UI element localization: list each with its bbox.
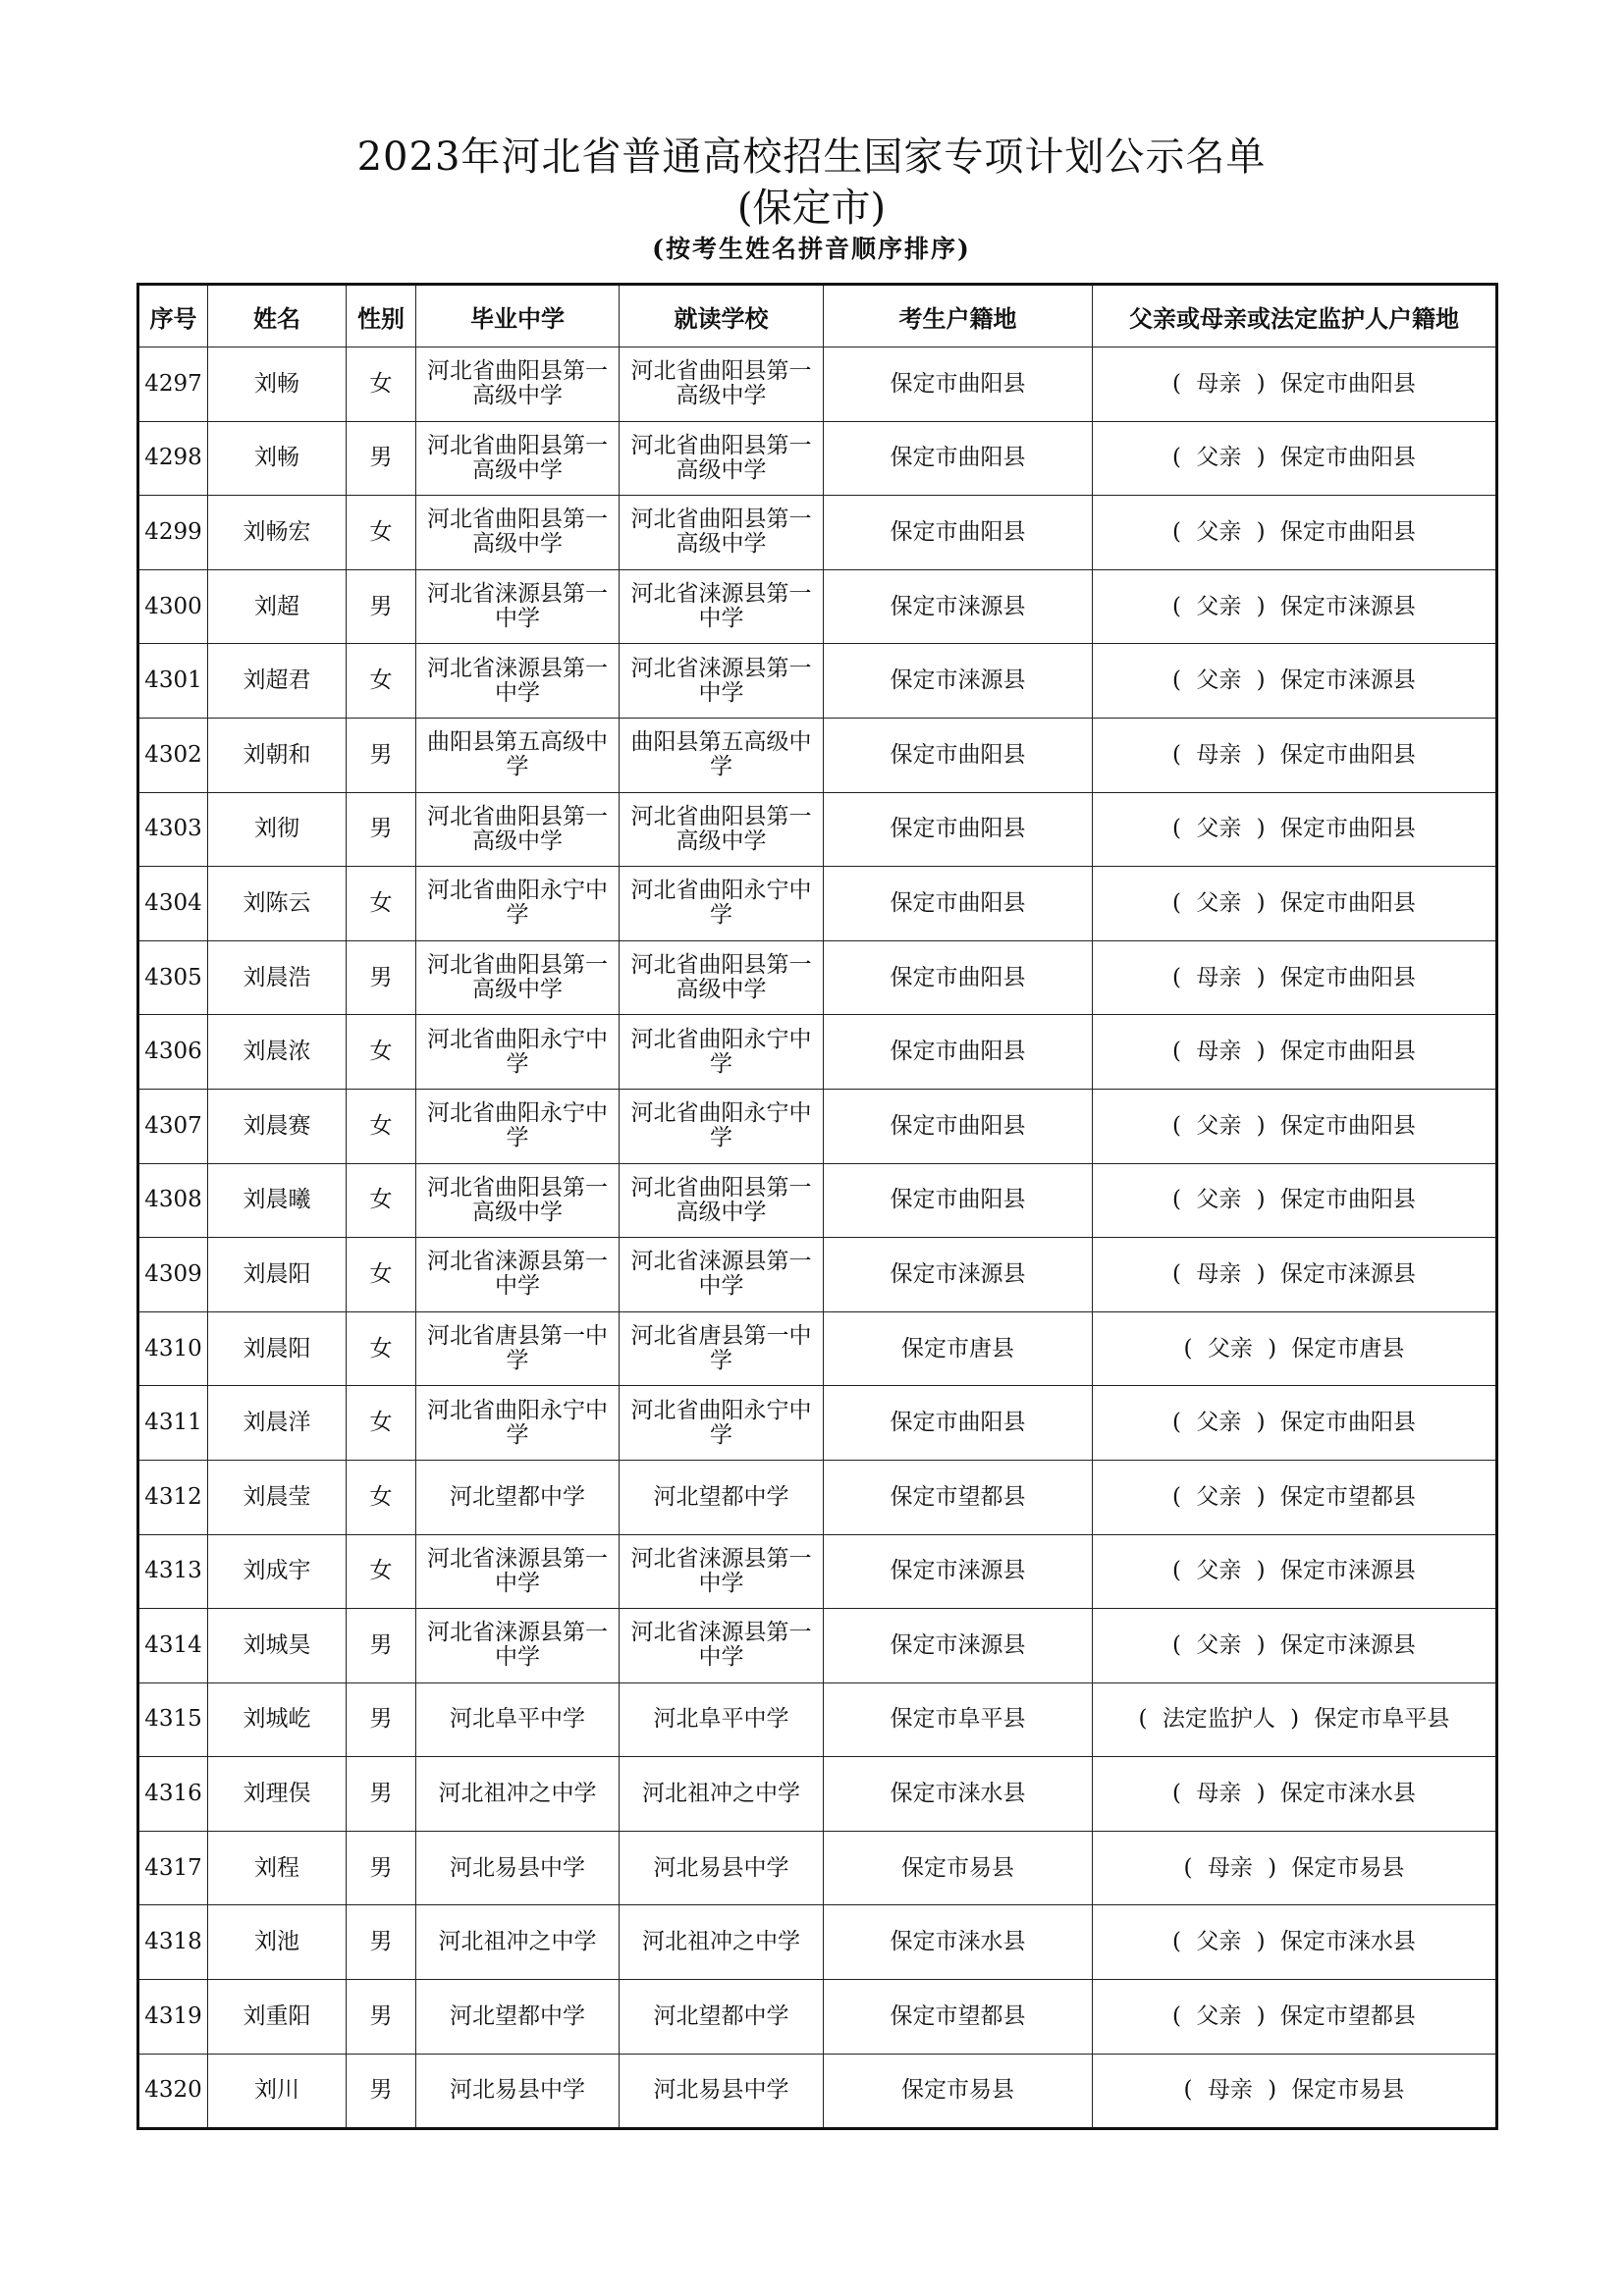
cell-current-school: 河北省曲阳县第一高级中学 <box>620 496 824 570</box>
cell-current-school: 河北省曲阳永宁中学 <box>620 1386 824 1461</box>
cell-residence: 保定市曲阳县 <box>824 1015 1093 1090</box>
cell-gender: 男 <box>347 718 416 792</box>
cell-name: 刘成宇 <box>208 1534 347 1609</box>
cell-residence: 保定市曲阳县 <box>824 792 1093 867</box>
cell-residence: 保定市涞源县 <box>824 1238 1093 1312</box>
cell-gender: 男 <box>347 940 416 1015</box>
cell-gender: 男 <box>347 2054 416 2129</box>
cell-seq: 4313 <box>138 1534 208 1609</box>
cell-guardian-residence: ( 父亲 ) 保定市涞源县 <box>1093 1609 1497 1683</box>
cell-current-school: 河北阜平中学 <box>620 1682 824 1757</box>
cell-grad-school: 河北祖冲之中学 <box>416 1905 620 1980</box>
cell-guardian-residence: ( 父亲 ) 保定市曲阳县 <box>1093 792 1497 867</box>
cell-current-school: 河北省涞源县第一中学 <box>620 1534 824 1609</box>
table-row <box>138 792 1497 867</box>
cell-seq: 4309 <box>138 1238 208 1312</box>
cell-current-school: 河北祖冲之中学 <box>620 1757 824 1832</box>
cell-grad-school: 河北省曲阳县第一高级中学 <box>416 347 620 422</box>
cell-guardian-residence: ( 父亲 ) 保定市唐县 <box>1093 1311 1497 1386</box>
cell-residence: 保定市望都县 <box>824 1460 1093 1534</box>
table-row <box>138 1015 1497 1090</box>
header-grad-school: 毕业中学 <box>416 285 620 347</box>
cell-residence: 保定市涞源县 <box>824 644 1093 719</box>
cell-current-school: 河北省曲阳县第一高级中学 <box>620 421 824 496</box>
cell-name: 刘彻 <box>208 792 347 867</box>
cell-gender: 女 <box>347 644 416 719</box>
cell-current-school: 河北祖冲之中学 <box>620 1905 824 1980</box>
cell-current-school: 河北省曲阳县第一高级中学 <box>620 940 824 1015</box>
table-row <box>138 940 1497 1015</box>
cell-name: 刘晨莹 <box>208 1460 347 1534</box>
cell-current-school: 河北省涞源县第一中学 <box>620 1238 824 1312</box>
cell-residence: 保定市涞源县 <box>824 569 1093 644</box>
cell-seq: 4307 <box>138 1089 208 1163</box>
table-row <box>138 496 1497 570</box>
cell-name: 刘超 <box>208 569 347 644</box>
cell-current-school: 河北省曲阳永宁中学 <box>620 1089 824 1163</box>
cell-seq: 4304 <box>138 867 208 941</box>
cell-residence: 保定市涞水县 <box>824 1905 1093 1980</box>
table-row <box>138 1831 1497 1905</box>
cell-current-school: 曲阳县第五高级中学 <box>620 718 824 792</box>
table-row <box>138 569 1497 644</box>
cell-residence: 保定市望都县 <box>824 1980 1093 2055</box>
sort-note: (按考生姓名拼音顺序排序) <box>652 235 971 263</box>
cell-residence: 保定市曲阳县 <box>824 867 1093 941</box>
table-row <box>138 1757 1497 1832</box>
cell-seq: 4316 <box>138 1757 208 1832</box>
header-guardian-residence: 父亲或母亲或法定监护人户籍地 <box>1093 285 1497 347</box>
table-row <box>138 867 1497 941</box>
table-row <box>138 1905 1497 1980</box>
cell-guardian-residence: ( 母亲 ) 保定市曲阳县 <box>1093 718 1497 792</box>
cell-gender: 男 <box>347 1682 416 1757</box>
cell-gender: 女 <box>347 1238 416 1312</box>
cell-seq: 4318 <box>138 1905 208 1980</box>
cell-residence: 保定市曲阳县 <box>824 496 1093 570</box>
cell-grad-school: 河北省曲阳县第一高级中学 <box>416 792 620 867</box>
cell-guardian-residence: ( 父亲 ) 保定市望都县 <box>1093 1980 1497 2055</box>
cell-grad-school: 河北省涞源县第一中学 <box>416 1534 620 1609</box>
cell-gender: 男 <box>347 792 416 867</box>
cell-guardian-residence: ( 父亲 ) 保定市涞水县 <box>1093 1905 1497 1980</box>
cell-guardian-residence: ( 法定监护人 ) 保定市阜平县 <box>1093 1682 1497 1757</box>
cell-name: 刘畅宏 <box>208 496 347 570</box>
cell-seq: 4310 <box>138 1311 208 1386</box>
cell-name: 刘川 <box>208 2054 347 2129</box>
cell-seq: 4298 <box>138 421 208 496</box>
cell-name: 刘池 <box>208 1905 347 1980</box>
page-title: 2023年河北省普通高校招生国家专项计划公示名单 <box>356 134 1267 180</box>
cell-grad-school: 河北省曲阳县第一高级中学 <box>416 421 620 496</box>
cell-gender: 女 <box>347 1015 416 1090</box>
cell-guardian-residence: ( 父亲 ) 保定市曲阳县 <box>1093 1089 1497 1163</box>
cell-grad-school: 河北易县中学 <box>416 1831 620 1905</box>
cell-name: 刘晨赛 <box>208 1089 347 1163</box>
cell-current-school: 河北省曲阳永宁中学 <box>620 867 824 941</box>
cell-seq: 4317 <box>138 1831 208 1905</box>
header-residence: 考生户籍地 <box>824 285 1093 347</box>
cell-guardian-residence: ( 母亲 ) 保定市曲阳县 <box>1093 347 1497 422</box>
header-current-school: 就读学校 <box>620 285 824 347</box>
table-row <box>138 1386 1497 1461</box>
cell-seq: 4315 <box>138 1682 208 1757</box>
cell-residence: 保定市曲阳县 <box>824 1089 1093 1163</box>
table-header-row <box>138 285 1497 347</box>
cell-seq: 4311 <box>138 1386 208 1461</box>
table-row <box>138 1238 1497 1312</box>
cell-grad-school: 河北祖冲之中学 <box>416 1757 620 1832</box>
cell-guardian-residence: ( 母亲 ) 保定市易县 <box>1093 2054 1497 2129</box>
cell-guardian-residence: ( 父亲 ) 保定市涞源县 <box>1093 1534 1497 1609</box>
cell-guardian-residence: ( 父亲 ) 保定市涞源县 <box>1093 644 1497 719</box>
student-roster-table <box>136 283 1498 2130</box>
cell-gender: 女 <box>347 496 416 570</box>
cell-current-school: 河北易县中学 <box>620 1831 824 1905</box>
cell-current-school: 河北望都中学 <box>620 1980 824 2055</box>
page-subtitle: (保定市) <box>736 186 887 231</box>
cell-seq: 4312 <box>138 1460 208 1534</box>
cell-residence: 保定市涞源县 <box>824 1534 1093 1609</box>
table-row <box>138 1460 1497 1534</box>
cell-grad-school: 河北阜平中学 <box>416 1682 620 1757</box>
cell-seq: 4306 <box>138 1015 208 1090</box>
cell-grad-school: 河北省涞源县第一中学 <box>416 1609 620 1683</box>
cell-name: 刘晨曦 <box>208 1163 347 1238</box>
cell-current-school: 河北省涞源县第一中学 <box>620 1609 824 1683</box>
header-name: 姓名 <box>208 285 347 347</box>
cell-residence: 保定市曲阳县 <box>824 718 1093 792</box>
cell-current-school: 河北省曲阳县第一高级中学 <box>620 1163 824 1238</box>
cell-current-school: 河北省曲阳县第一高级中学 <box>620 792 824 867</box>
table-row <box>138 1534 1497 1609</box>
cell-residence: 保定市阜平县 <box>824 1682 1093 1757</box>
cell-grad-school: 河北省曲阳县第一高级中学 <box>416 496 620 570</box>
cell-name: 刘朝和 <box>208 718 347 792</box>
cell-residence: 保定市涞水县 <box>824 1757 1093 1832</box>
cell-guardian-residence: ( 母亲 ) 保定市涞源县 <box>1093 1238 1497 1312</box>
cell-seq: 4314 <box>138 1609 208 1683</box>
cell-guardian-residence: ( 父亲 ) 保定市望都县 <box>1093 1460 1497 1534</box>
cell-seq: 4319 <box>138 1980 208 2055</box>
cell-grad-school: 河北省曲阳永宁中学 <box>416 1386 620 1461</box>
table-row <box>138 1609 1497 1683</box>
cell-residence: 保定市曲阳县 <box>824 347 1093 422</box>
table-row <box>138 2054 1497 2129</box>
cell-residence: 保定市曲阳县 <box>824 1386 1093 1461</box>
cell-name: 刘城屹 <box>208 1682 347 1757</box>
cell-seq: 4297 <box>138 347 208 422</box>
cell-name: 刘晨浓 <box>208 1015 347 1090</box>
cell-seq: 4303 <box>138 792 208 867</box>
cell-seq: 4300 <box>138 569 208 644</box>
cell-guardian-residence: ( 父亲 ) 保定市曲阳县 <box>1093 867 1497 941</box>
cell-name: 刘城昊 <box>208 1609 347 1683</box>
header-gender: 性别 <box>347 285 416 347</box>
cell-residence: 保定市易县 <box>824 1831 1093 1905</box>
cell-gender: 女 <box>347 1311 416 1386</box>
cell-gender: 女 <box>347 1534 416 1609</box>
table-row <box>138 1980 1497 2055</box>
table-row <box>138 1311 1497 1386</box>
cell-guardian-residence: ( 母亲 ) 保定市易县 <box>1093 1831 1497 1905</box>
cell-guardian-residence: ( 父亲 ) 保定市曲阳县 <box>1093 496 1497 570</box>
cell-seq: 4302 <box>138 718 208 792</box>
cell-name: 刘畅 <box>208 421 347 496</box>
cell-seq: 4308 <box>138 1163 208 1238</box>
cell-name: 刘陈云 <box>208 867 347 941</box>
cell-residence: 保定市曲阳县 <box>824 421 1093 496</box>
cell-gender: 男 <box>347 1757 416 1832</box>
cell-name: 刘晨阳 <box>208 1311 347 1386</box>
cell-gender: 女 <box>347 867 416 941</box>
cell-current-school: 河北省曲阳县第一高级中学 <box>620 347 824 422</box>
cell-gender: 男 <box>347 569 416 644</box>
cell-gender: 男 <box>347 1831 416 1905</box>
cell-gender: 女 <box>347 1386 416 1461</box>
table-row <box>138 1163 1497 1238</box>
cell-gender: 女 <box>347 1089 416 1163</box>
cell-gender: 女 <box>347 1460 416 1534</box>
cell-seq: 4301 <box>138 644 208 719</box>
cell-grad-school: 河北省涞源县第一中学 <box>416 569 620 644</box>
cell-guardian-residence: ( 父亲 ) 保定市涞源县 <box>1093 569 1497 644</box>
cell-grad-school: 河北省涞源县第一中学 <box>416 644 620 719</box>
cell-seq: 4320 <box>138 2054 208 2129</box>
cell-name: 刘重阳 <box>208 1980 347 2055</box>
cell-guardian-residence: ( 父亲 ) 保定市曲阳县 <box>1093 1386 1497 1461</box>
cell-grad-school: 河北省曲阳永宁中学 <box>416 867 620 941</box>
cell-gender: 男 <box>347 1905 416 1980</box>
cell-grad-school: 河北省唐县第一中学 <box>416 1311 620 1386</box>
cell-name: 刘晨洋 <box>208 1386 347 1461</box>
table-row <box>138 421 1497 496</box>
cell-name: 刘晨浩 <box>208 940 347 1015</box>
cell-gender: 男 <box>347 1609 416 1683</box>
cell-name: 刘畅 <box>208 347 347 422</box>
table-body <box>138 347 1497 2129</box>
cell-current-school: 河北省曲阳永宁中学 <box>620 1015 824 1090</box>
cell-current-school: 河北省唐县第一中学 <box>620 1311 824 1386</box>
cell-residence: 保定市曲阳县 <box>824 940 1093 1015</box>
table-row <box>138 347 1497 422</box>
cell-guardian-residence: ( 母亲 ) 保定市涞水县 <box>1093 1757 1497 1832</box>
cell-residence: 保定市曲阳县 <box>824 1163 1093 1238</box>
cell-current-school: 河北易县中学 <box>620 2054 824 2129</box>
table-row <box>138 1682 1497 1757</box>
cell-gender: 男 <box>347 1980 416 2055</box>
table-row <box>138 644 1497 719</box>
cell-guardian-residence: ( 母亲 ) 保定市曲阳县 <box>1093 940 1497 1015</box>
cell-current-school: 河北省涞源县第一中学 <box>620 569 824 644</box>
cell-name: 刘理俣 <box>208 1757 347 1832</box>
cell-grad-school: 河北易县中学 <box>416 2054 620 2129</box>
cell-name: 刘程 <box>208 1831 347 1905</box>
table-row <box>138 1089 1497 1163</box>
cell-gender: 男 <box>347 421 416 496</box>
cell-grad-school: 河北省涞源县第一中学 <box>416 1238 620 1312</box>
cell-guardian-residence: ( 父亲 ) 保定市曲阳县 <box>1093 421 1497 496</box>
cell-name: 刘晨阳 <box>208 1238 347 1312</box>
cell-grad-school: 河北望都中学 <box>416 1460 620 1534</box>
cell-residence: 保定市涞源县 <box>824 1609 1093 1683</box>
cell-grad-school: 河北省曲阳永宁中学 <box>416 1015 620 1090</box>
cell-gender: 女 <box>347 347 416 422</box>
cell-guardian-residence: ( 父亲 ) 保定市曲阳县 <box>1093 1163 1497 1238</box>
cell-guardian-residence: ( 母亲 ) 保定市曲阳县 <box>1093 1015 1497 1090</box>
cell-seq: 4305 <box>138 940 208 1015</box>
cell-grad-school: 河北省曲阳县第一高级中学 <box>416 1163 620 1238</box>
cell-seq: 4299 <box>138 496 208 570</box>
cell-name: 刘超君 <box>208 644 347 719</box>
cell-grad-school: 河北望都中学 <box>416 1980 620 2055</box>
cell-grad-school: 河北省曲阳永宁中学 <box>416 1089 620 1163</box>
cell-residence: 保定市唐县 <box>824 1311 1093 1386</box>
cell-current-school: 河北望都中学 <box>620 1460 824 1534</box>
header-seq: 序号 <box>138 285 208 347</box>
cell-grad-school: 河北省曲阳县第一高级中学 <box>416 940 620 1015</box>
cell-gender: 女 <box>347 1163 416 1238</box>
cell-grad-school: 曲阳县第五高级中学 <box>416 718 620 792</box>
cell-current-school: 河北省涞源县第一中学 <box>620 644 824 719</box>
table-row <box>138 718 1497 792</box>
cell-residence: 保定市易县 <box>824 2054 1093 2129</box>
